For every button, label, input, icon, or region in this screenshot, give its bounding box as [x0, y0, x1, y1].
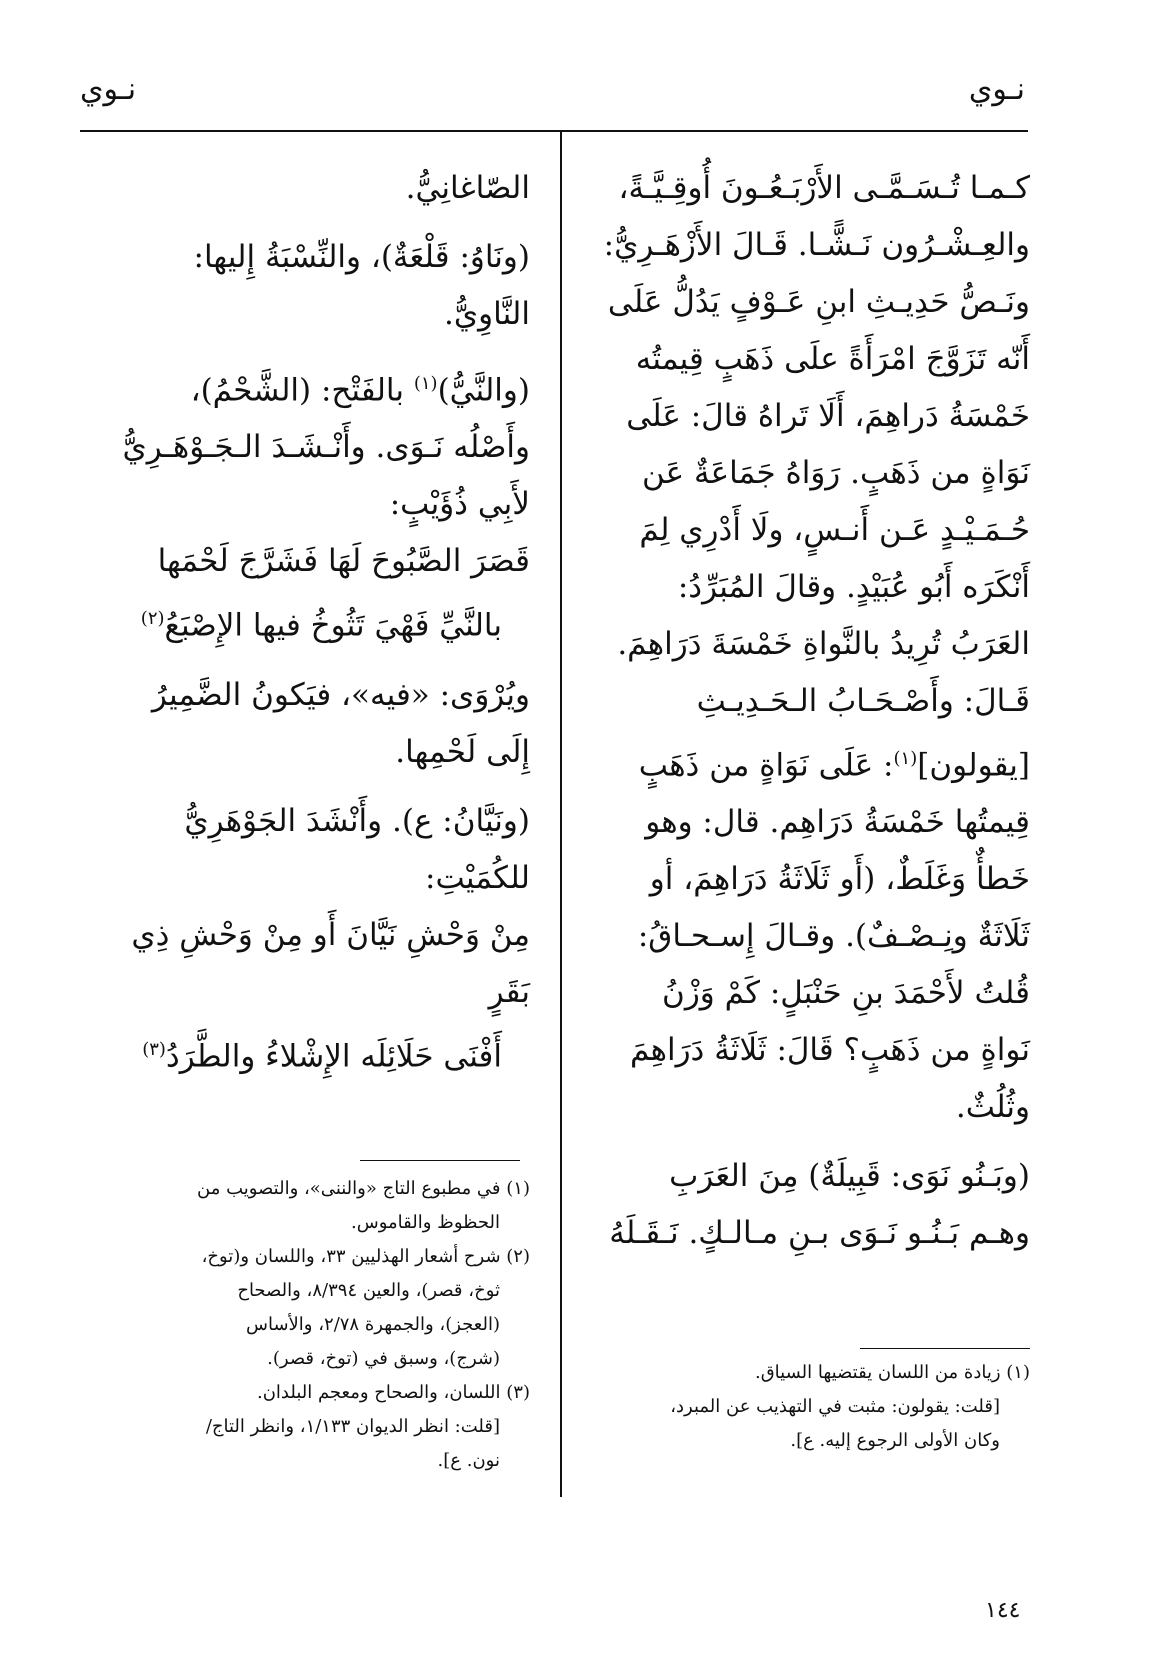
text-line: وثُلُثٌ. [955, 1089, 1030, 1126]
verse-line [86, 1021, 530, 1085]
text-line: لأَبِي ذُؤَيْبٍ: [389, 486, 530, 523]
verse-line: قَصَرَ الصَّبُوحَ لَهَا فَشَرَّجَ لَحْمَها [157, 543, 530, 580]
footnote-rule-left [360, 1160, 520, 1161]
text-line [588, 730, 1030, 794]
text-line: قُلتُ لأَحْمَدَ بنِ حَنْبَلٍ: كَمْ وَزْنُ [662, 975, 1030, 1012]
text-line: ويُرْوَى: «فيه»، فيَكونُ الضَّمِيرُ [151, 676, 530, 713]
header-rule [80, 130, 1028, 132]
text-line: خَطأٌ وَغَلَطٌ، (أَو ثَلَاثَةُ دَرَاهِمَ، أو [649, 861, 1030, 898]
running-header-left: نـوي [80, 72, 137, 107]
text-line: وأَصْلُه نَـوَى. وأَنْـشَـدَ الـجَـوْهَـرِيُّ [122, 429, 530, 466]
running-header-right: نـوي [968, 72, 1025, 107]
text-line: قِيمتُها خَمْسَةُ دَرَاهِم. قال: وهو [645, 804, 1030, 841]
verse-text: أَفْنَى حَلَائِلَه الإِشْلاءُ والطَّرَدُ [165, 1037, 502, 1074]
entry-head: (والنَّيُّ) [437, 372, 530, 409]
footnote-marker: (٢) [140, 608, 165, 630]
footnote-marker: (٣) [142, 1038, 166, 1060]
text-line: ونَـصُّ حَدِيـثِ ابنِ عَـوْفٍ يَدُلُّ عَلَى [607, 284, 1030, 320]
text-line: للكُمَيْتِ: [425, 859, 530, 896]
footnote-line: (٢) شرح أشعار الهذليين ٣٣، واللسان و(توخ، [201, 1246, 530, 1267]
text-line: حُـمَـيْـدٍ عَـن أَنـسٍ، ولَا أَدْرِي لِمَ [639, 512, 1030, 548]
text-line: ثَلَاثَةٌ ونِـصْـفٌ). وقـالَ إِسـحـاقُ: [637, 918, 1030, 955]
line-rest: بالفَتْح: (الشَّحْمُ)، [190, 372, 414, 409]
footnote-line: (العجز)، والجمهرة ٢/٧٨، والأساس [246, 1314, 500, 1335]
verse-text: بالنَّيِّ فَهْيَ تَثُوخُ فيها الإِصْبَعُ [164, 607, 502, 644]
text-line: إِلَى لَحْمِها. [395, 733, 530, 770]
text-line: كـمـا تُـسَـمَّـى الأَرْبَـعُـونَ أُوقِـيَّـةً، [618, 170, 1030, 206]
footnote-line: (٣) اللسان، والصحاح ومعجم البلدان. [256, 1382, 530, 1403]
text-line: والعِـشْـرُون نَـشًّـا. قَـالَ الأَزْهَـرِيُّ: [603, 227, 1030, 263]
text-line: النَّاوِيُّ. [444, 296, 530, 332]
footnote-marker: (١) [413, 373, 438, 394]
footnote-line: (شرج)، وسبق في (توخ، قصر). [267, 1348, 500, 1369]
text-line: (ونَاوُ: قَلْعَةٌ)، والنِّسْبَةُ إِليها: [193, 239, 530, 275]
footnote-line: نون. ع]. [437, 1450, 500, 1471]
text-line: وهـم بَـنُـو نَـوَى بـنِ مـالـكٍ. نَـقَـلَهُ [609, 1215, 1030, 1252]
footnote-line: [قلت: انظر الديوان ١/١٣٣، وانظر التاج/ [205, 1416, 500, 1437]
text-line [86, 355, 530, 419]
text-line: خَمْسَةُ دَراهِمَ، أَلَا تَراهُ قالَ: عَلَى [626, 398, 1030, 434]
footnote-line: ثوخ، قصر)، والعين ٨/٣٩٤، والصحاح [237, 1280, 500, 1301]
text-line: (وبَـنُو نَوَى: قَبِيلَةٌ) مِنَ العَرَبِ [669, 1158, 1030, 1195]
text-line: قَـالَ: وأَصْـحَـابُ الـحَـدِيـثِ [696, 683, 1030, 719]
column-divider [560, 132, 562, 1497]
footnote-line: وكان الأولى الرجوع إليه. ع]. [790, 1430, 1000, 1451]
verse-line: مِنْ وَحْشِ نَيَّانَ أَو مِنْ وَحْشِ ذِي بَقَرٍ [131, 916, 530, 1010]
footnote-line: الحظوظ والقاموس. [351, 1212, 500, 1233]
footnotes-right [588, 1356, 1030, 1458]
right-column [588, 160, 1030, 1262]
line-rest: : عَلَى نَوَاةٍ من ذَهَبٍ [638, 747, 894, 784]
page-number: ١٤٤ [985, 1598, 1021, 1623]
footnote-marker: (١) [893, 748, 918, 769]
footnote-line: [قلت: يقولون: مثبت في التهذيب عن المبرد، [670, 1396, 1000, 1417]
text-line: (ونَيَّانُ: ع). وأَنْشَدَ الجَوْهَرِيُّ [184, 802, 530, 839]
footnote-rule-right [860, 1348, 1030, 1349]
verse-line [86, 590, 530, 654]
text-line: نَواةٍ من ذَهَبٍ؟ قَالَ: ثَلَاثَةُ دَرَاهِمَ [630, 1032, 1030, 1069]
text-line: الصّاغانِيُّ. [405, 170, 530, 206]
footnote-line: (١) في مطبوع التاج «والننى»، والتصويب من [197, 1178, 530, 1199]
text-line: العَرَبُ تُرِيدُ بالنَّواةِ خَمْسَةَ دَرَاهِمَ. [617, 626, 1030, 662]
text-line: نَوَاةٍ من ذَهَبٍ. رَوَاهُ جَمَاعَةٌ عَن [642, 455, 1030, 491]
footnotes-left [86, 1172, 530, 1478]
left-column [86, 160, 530, 1085]
footnote-line: (١) زيادة من اللسان يقتضيها السياق. [754, 1362, 1030, 1383]
bracket-word: [يقولون] [917, 747, 1030, 784]
text-line: أَنّه تَزَوَّجَ امْرَأَةً علَى ذَهَبٍ قِيمتُه [635, 341, 1030, 377]
text-line: أَنْكَرَه أَبُو عُبَيْدٍ. وقالَ المُبَرِّدُ: [677, 569, 1030, 605]
